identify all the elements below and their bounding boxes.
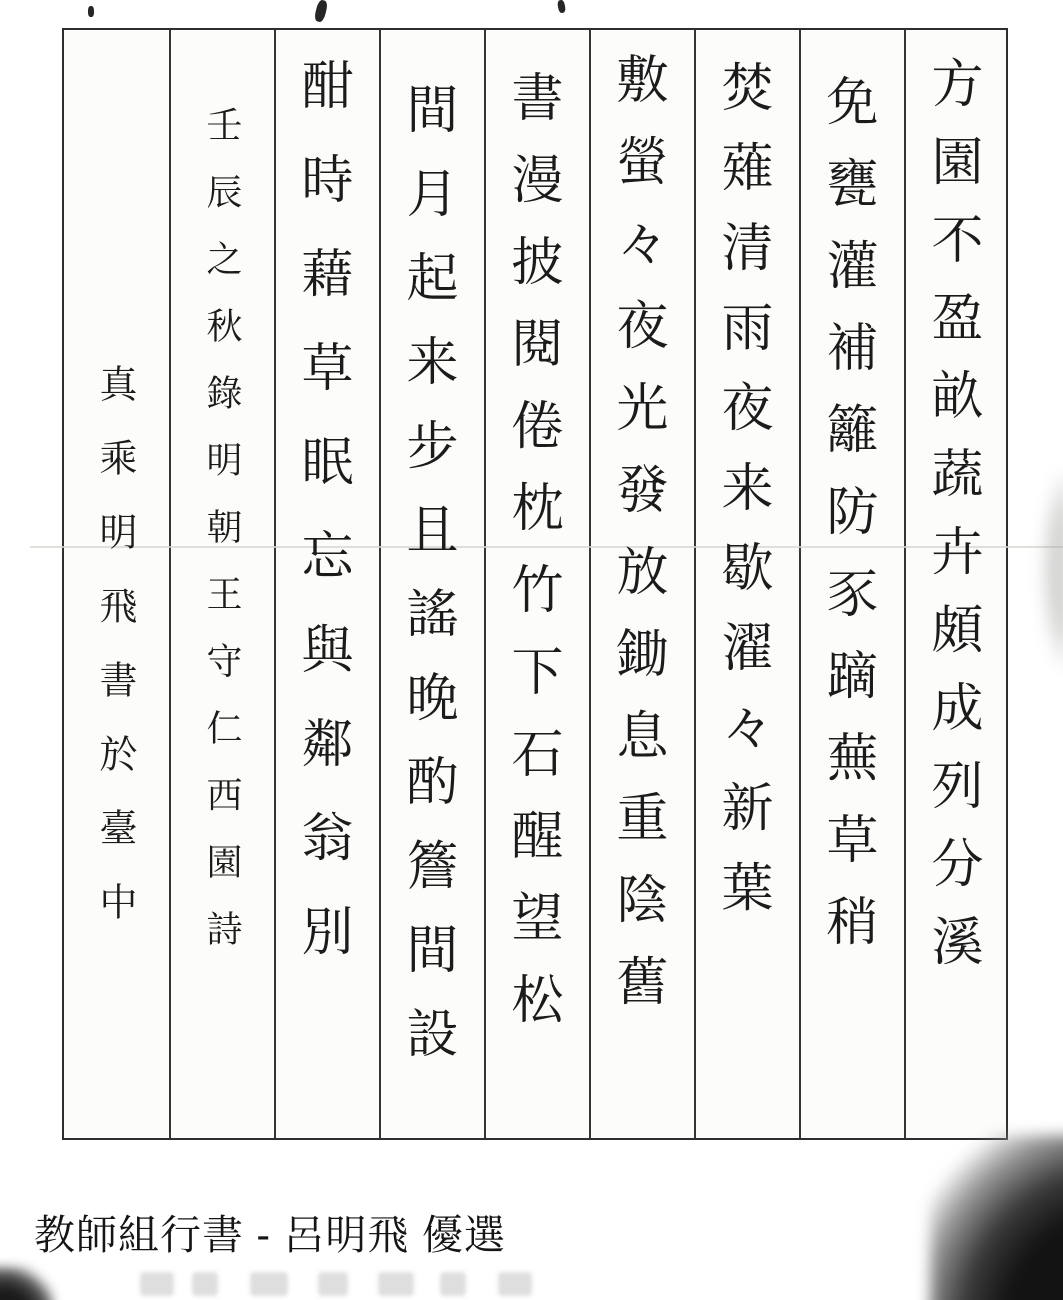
- photo-smudge-artifact: [1040, 470, 1063, 670]
- column-rule-line: [484, 30, 486, 1138]
- signature-column: 真乘明飛書於臺中: [93, 364, 137, 956]
- faint-handwriting-artifact: [250, 1272, 288, 1296]
- stray-ink-mark: [88, 6, 94, 17]
- column-rule-line: [694, 30, 696, 1138]
- stray-ink-mark: [557, 0, 566, 14]
- calligraphy-column-7: 酣時藉草眠忘與鄰翁別: [292, 58, 352, 998]
- column-rule-line: [799, 30, 801, 1138]
- stray-ink-mark: [313, 0, 328, 23]
- faint-handwriting-artifact: [378, 1272, 414, 1296]
- column-rule-line: [274, 30, 276, 1138]
- calligraphy-column-1: 方園不盈畝蔬卉頗成列分溪: [922, 56, 982, 992]
- award-caption: 教師組行書 - 呂明飛 優選: [34, 1212, 506, 1258]
- faint-handwriting-artifact: [192, 1272, 218, 1296]
- column-rule-line: [904, 30, 906, 1138]
- calligraphy-column-2: 免甕灌補籬防豕蹢蕪草稍: [817, 74, 877, 976]
- faint-handwriting-artifact: [498, 1272, 532, 1296]
- calligraphy-column-5: 書漫披閱倦枕竹下石醒望松: [502, 70, 562, 1054]
- colophon-column: 壬辰之秋錄明朝王守仁西園詩: [201, 106, 242, 977]
- photo-corner-artifact: [0, 1266, 54, 1300]
- calligraphy-column-6: 間月起来步且謠晚酌簷間設: [397, 82, 457, 1090]
- calligraphy-column-3: 焚薙清雨夜来歇濯々新葉: [712, 60, 772, 940]
- faint-handwriting-artifact: [440, 1272, 466, 1296]
- calligraphy-column-4: 敷螢々夜光發放鋤息重陰舊: [607, 52, 667, 1036]
- faint-handwriting-artifact: [140, 1272, 174, 1296]
- column-rule-line: [379, 30, 381, 1138]
- column-rule-line: [589, 30, 591, 1138]
- faint-handwriting-artifact: [318, 1272, 348, 1296]
- column-rule-line: [169, 30, 171, 1138]
- photo-corner-artifact: [930, 1135, 1063, 1300]
